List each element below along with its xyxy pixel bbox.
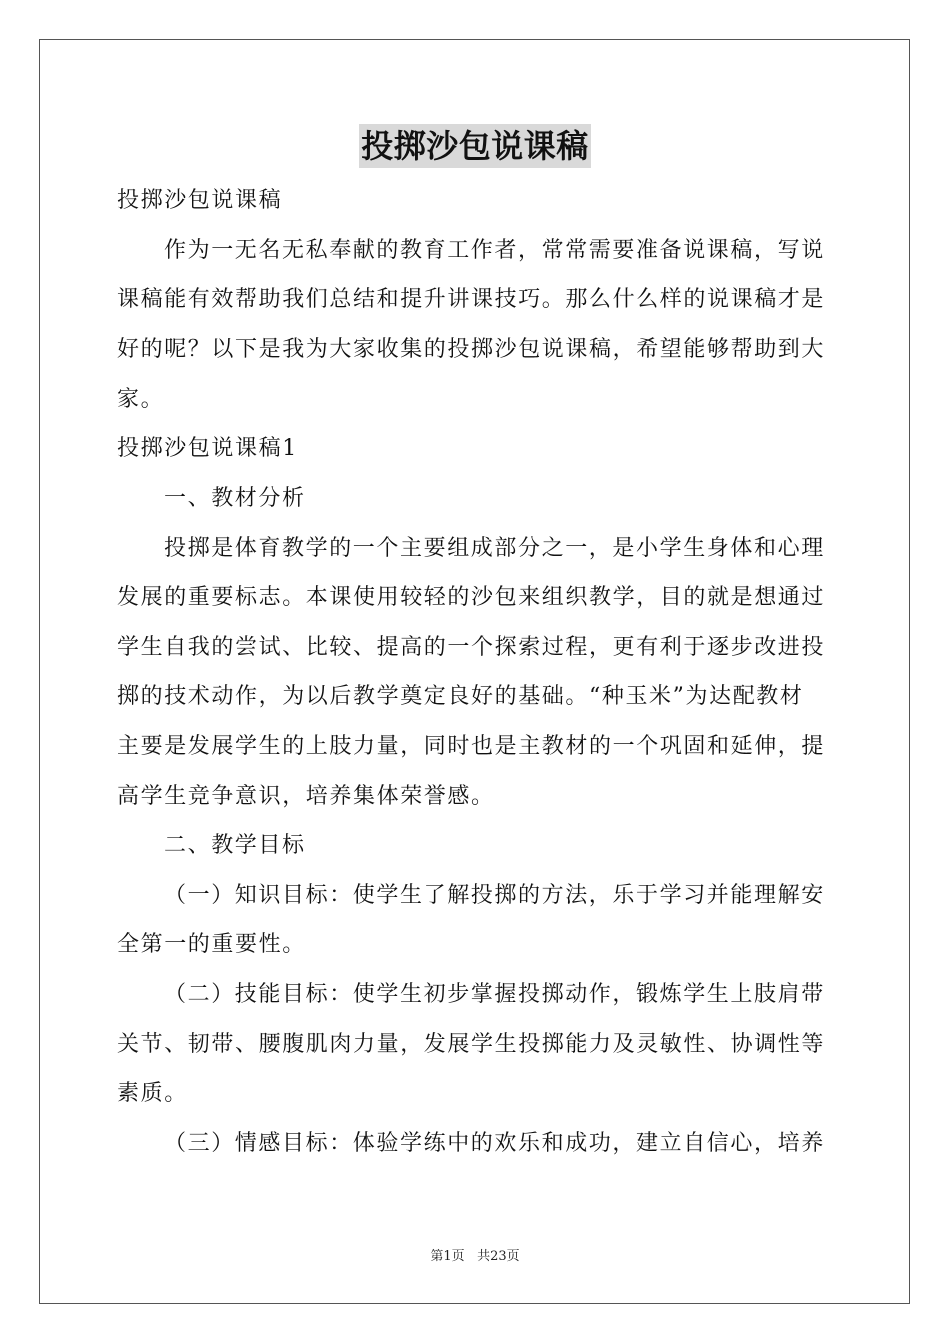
page-total: 共23页	[477, 1249, 520, 1264]
page-number: 第1页	[430, 1249, 465, 1264]
paragraph-line: 全第一的重要性。	[117, 932, 306, 957]
paragraph-line: （二）技能目标：使学生初步掌握投掷动作，锻炼学生上肢肩带	[164, 982, 825, 1007]
page-footer	[0, 1248, 950, 1266]
section-heading: 投掷沙包说课稿1	[117, 436, 298, 461]
title-container	[0, 124, 950, 168]
paragraph-line: 学生自我的尝试、比较、提高的一个探索过程，更有利于逐步改进投	[117, 635, 826, 660]
paragraph-line: 家。	[117, 387, 165, 412]
paragraph-line: 投掷是体育教学的一个主要组成部分之一，是小学生身体和心理	[164, 536, 825, 561]
paragraph-line: 作为一无名无私奉献的教育工作者，常常需要准备说课稿，写说	[164, 238, 825, 263]
paragraph-line: 掷的技术动作，为以后教学奠定良好的基础。“种玉米”为达配教材	[117, 684, 804, 709]
paragraph-line: 好的呢？以下是我为大家收集的投掷沙包说课稿，希望能够帮助到大	[117, 337, 826, 362]
paragraph-line: 发展的重要标志。本课使用较轻的沙包来组织教学，目的就是想通过	[117, 585, 826, 610]
subtitle-line: 投掷沙包说课稿	[117, 188, 283, 213]
subsection-heading: 一、教材分析	[164, 486, 306, 511]
subsection-heading: 二、教学目标	[164, 833, 306, 858]
paragraph-line: 关节、韧带、腰腹肌肉力量，发展学生投掷能力及灵敏性、协调性等	[117, 1032, 826, 1057]
footer-spacer	[465, 1249, 477, 1264]
paragraph-line: 主要是发展学生的上肢力量，同时也是主教材的一个巩固和延伸，提	[117, 734, 826, 759]
paragraph-line: 高学生竞争意识，培养集体荣誉感。	[117, 784, 495, 809]
paragraph-line: 素质。	[117, 1081, 188, 1106]
paragraph-line: （三）情感目标：体验学练中的欢乐和成功，建立自信心，培养	[164, 1131, 825, 1156]
document-title: 投掷沙包说课稿	[359, 124, 591, 168]
paragraph-line: （一）知识目标：使学生了解投掷的方法，乐于学习并能理解安	[164, 883, 825, 908]
paragraph-line: 课稿能有效帮助我们总结和提升讲课技巧。那么什么样的说课稿才是	[117, 287, 826, 312]
page-border	[39, 39, 910, 1304]
